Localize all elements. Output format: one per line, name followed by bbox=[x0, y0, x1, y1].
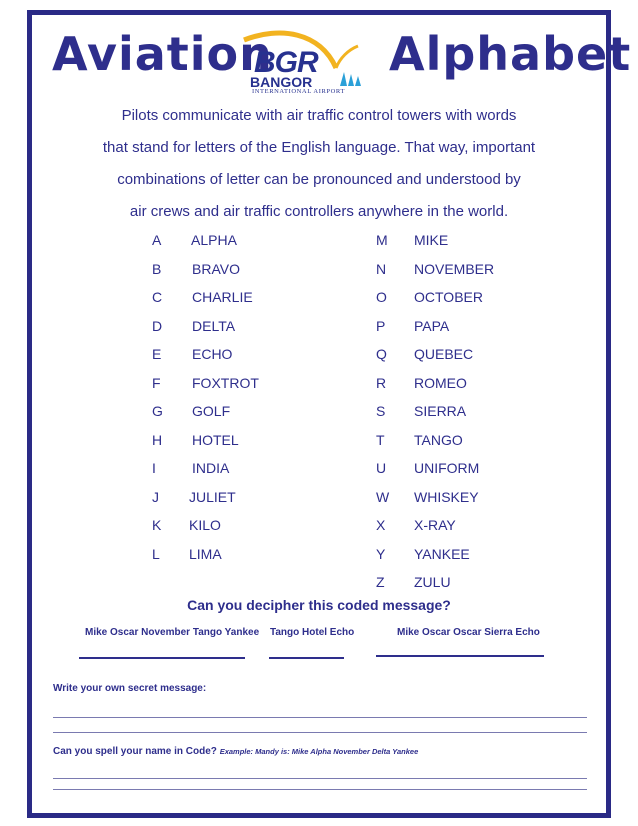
name-prompt-example: Example: Mandy is: Mike Alpha November Delta Yankee bbox=[219, 747, 419, 756]
bgr-logo bbox=[240, 28, 370, 98]
alphabet-letter: J bbox=[152, 488, 159, 505]
alphabet-word: TANGO bbox=[414, 431, 463, 448]
alphabet-letter: G bbox=[152, 403, 163, 419]
alphabet-word: INDIA bbox=[192, 460, 230, 476]
decipher-question: Can you decipher this coded message? bbox=[187, 597, 451, 613]
alphabet-word: MIKE bbox=[414, 232, 449, 248]
answer-line[interactable] bbox=[269, 657, 344, 659]
alphabet-word: HOTEL bbox=[192, 431, 239, 448]
alphabet-word: OCTOBER bbox=[414, 289, 483, 305]
intro-line: that stand for letters of the English language. That way, important bbox=[102, 139, 536, 156]
name-prompt-label: Can you spell your name in Code? bbox=[53, 746, 217, 757]
coded-message: Mike Oscar Oscar Sierra Echo bbox=[397, 627, 540, 638]
title-aviation: Aviation bbox=[52, 27, 273, 81]
alphabet-word: CHARLIE bbox=[192, 289, 253, 305]
alphabet-word: ECHO bbox=[192, 346, 233, 362]
writing-line[interactable] bbox=[53, 778, 587, 779]
alphabet-word: YANKEE bbox=[414, 545, 470, 562]
alphabet-word: LIMA bbox=[189, 545, 222, 562]
alphabet-letter: S bbox=[376, 403, 386, 419]
coded-message: Mike Oscar November Tango Yankee bbox=[85, 627, 260, 638]
own-message-label: Write your own secret message: bbox=[53, 683, 207, 694]
name-prompt bbox=[53, 746, 418, 757]
alphabet-letter: M bbox=[376, 232, 388, 248]
intro-line: air crews and air traffic controllers anywhere in the world. bbox=[129, 203, 509, 220]
alphabet-word: NOVEMBER bbox=[414, 260, 495, 277]
alphabet-word: ROMEO bbox=[414, 374, 467, 391]
logo-subtitle: INTERNATIONAL AIRPORT bbox=[252, 88, 346, 95]
alphabet-word: X-RAY bbox=[414, 517, 456, 533]
writing-line[interactable] bbox=[53, 732, 587, 733]
alphabet-letter: I bbox=[152, 460, 156, 476]
alphabet-letter: T bbox=[376, 431, 385, 448]
alphabet-letter: Z bbox=[376, 574, 385, 590]
alphabet-word: ZULU bbox=[414, 574, 451, 590]
alphabet-word: JULIET bbox=[189, 488, 236, 505]
alphabet-word: FOXTROT bbox=[192, 374, 259, 391]
alphabet-word: PAPA bbox=[414, 317, 450, 334]
alphabet-letter: Y bbox=[376, 545, 386, 562]
alphabet-word: QUEBEC bbox=[414, 346, 474, 362]
answer-line[interactable] bbox=[79, 657, 245, 659]
alphabet-letter: U bbox=[376, 460, 387, 476]
alphabet-letter: O bbox=[376, 289, 387, 305]
intro-line: combinations of letter can be pronounced and understood by bbox=[117, 171, 521, 188]
writing-line[interactable] bbox=[53, 717, 587, 718]
alphabet-word: DELTA bbox=[192, 317, 236, 334]
alphabet-word: SIERRA bbox=[414, 403, 467, 419]
writing-line[interactable] bbox=[53, 789, 587, 790]
alphabet-letter: K bbox=[152, 517, 162, 533]
alphabet-word: WHISKEY bbox=[414, 488, 479, 505]
alphabet-letter: B bbox=[152, 260, 162, 277]
alphabet-letter: H bbox=[152, 431, 163, 448]
alphabet-word: BRAVO bbox=[192, 260, 240, 277]
alphabet-letter: E bbox=[152, 346, 162, 362]
alphabet-letter: F bbox=[152, 374, 161, 391]
logo-name: BANGOR bbox=[250, 74, 313, 90]
alphabet-letter: L bbox=[152, 545, 160, 562]
alphabet-letter: D bbox=[152, 317, 163, 334]
alphabet-letter: P bbox=[376, 317, 386, 334]
alphabet-letter: C bbox=[152, 289, 163, 305]
alphabet-letter: X bbox=[376, 517, 386, 533]
alphabet-letter: R bbox=[376, 374, 387, 391]
alphabet-letter: A bbox=[152, 232, 162, 248]
title-alphabet: Alphabet bbox=[389, 27, 632, 81]
alphabet-letter: N bbox=[376, 260, 387, 277]
alphabet-letter: Q bbox=[376, 346, 387, 362]
alphabet-word: KILO bbox=[189, 517, 221, 533]
intro-line: Pilots communicate with air traffic control towers with words bbox=[121, 107, 517, 124]
answer-line[interactable] bbox=[376, 655, 544, 657]
alphabet-word: GOLF bbox=[192, 403, 231, 419]
coded-message: Tango Hotel Echo bbox=[270, 627, 355, 638]
alphabet-word: ALPHA bbox=[191, 232, 237, 248]
alphabet-word: UNIFORM bbox=[414, 460, 480, 476]
logo-mark: BGR bbox=[254, 46, 318, 79]
page-border bbox=[27, 10, 611, 818]
alphabet-letter: W bbox=[376, 488, 390, 505]
